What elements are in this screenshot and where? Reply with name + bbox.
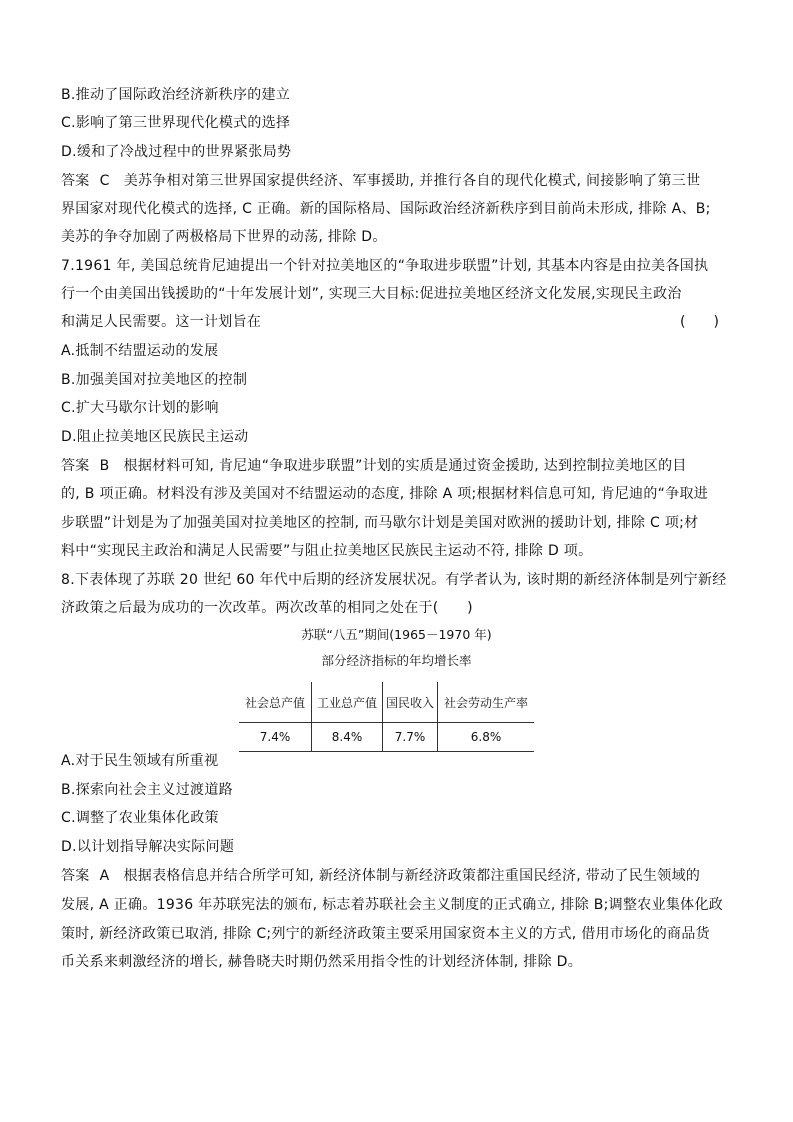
- table-header-cell: 国民收入: [383, 682, 438, 723]
- q8-option-c: C.调整了农业集体化政策: [61, 810, 219, 826]
- answer-letter: A: [99, 868, 110, 884]
- q8-stem-line-2: 济政策之后最为成功的一次改革。两次改革的相同之处在于( ): [61, 600, 473, 616]
- answer-letter: B: [99, 458, 110, 474]
- table-cell: 8.4%: [312, 723, 383, 752]
- q7-option-c: C.扩大马歇尔计划的影响: [61, 400, 219, 416]
- table-header-cell: 社会总产值: [239, 682, 312, 723]
- table-title: 苏联“八五”期间(1965－1970 年): [301, 627, 492, 642]
- q8-answer-line-3: 策时, 新经济政策已取消, 排除 C;列宁的新经济政策主要采用国家资本主义的方式, 借用市场化的商品货: [61, 926, 710, 942]
- prev-option-d: D.缓和了冷战过程中的世界紧张局势: [61, 144, 292, 160]
- table-subtitle: 部分经济指标的年均增长率: [321, 653, 472, 668]
- table-header-cell: 工业总产值: [312, 682, 383, 723]
- q7-option-a: A.抵制不结盟运动的发展: [61, 343, 219, 359]
- answer-label: 答案: [61, 868, 90, 884]
- q7-answer-line-3: 步联盟”计划是为了加强美国对拉美地区的控制, 而马歇尔计划是美国对欧洲的援助计划, 排除 C 项;材: [61, 515, 699, 531]
- q8-answer-line-2: 发展, A 正确。1936 年苏联宪法的颁布, 标志着苏联社会主义制度的正式确立, 排除 B;调整农业集体化政: [61, 897, 724, 913]
- q8-option-a: A.对于民生领域有所重视: [61, 753, 219, 769]
- table-cell: 6.8%: [438, 723, 535, 752]
- table-header-row: [239, 682, 534, 723]
- table-cell: 7.4%: [239, 723, 312, 752]
- answer-letter: C: [99, 173, 110, 189]
- table-row: [239, 723, 534, 752]
- growth-rate-table: [239, 682, 534, 752]
- q8-stem-line-1: 8.下表体现了苏联 20 世纪 60 年代中后期的经济发展状况。有学者认为, 该时期的新经济体制是列宁新经: [61, 572, 727, 588]
- prev-answer-line-1: [61, 171, 700, 191]
- q7-option-b: B.加强美国对拉美地区的控制: [61, 372, 248, 388]
- q8-answer-line-1: [61, 866, 700, 886]
- prev-option-c: C.影响了第三世界现代化模式的选择: [61, 115, 291, 131]
- q8-option-b: B.探索向社会主义过渡道路: [61, 782, 233, 798]
- answer-text: 美苏争相对第三世界国家提供经济、军事援助, 并推行各自的现代化模式, 间接影响了第三世: [123, 173, 701, 189]
- q7-stem-line-3: 和满足人民需要。这一计划旨在: [61, 314, 262, 330]
- answer-text: 根据表格信息并结合所学可知, 新经济体制与新经济政策都注重国民经济, 带动了民生领域的: [123, 868, 701, 884]
- answer-text: 根据材料可知, 肯尼迪“争取进步联盟”计划的实质是通过资金援助, 达到控制拉美地区的目: [123, 458, 687, 474]
- q7-option-d: D.阻止拉美地区民族民主运动: [61, 429, 249, 445]
- q7-answer-line-2: 的, B 项正确。材料没有涉及美国对不结盟运动的态度, 排除 A 项;根据材料信息可知, 肯尼迪的“争取进: [61, 486, 709, 502]
- prev-answer-line-3: 美苏的争夺加剧了两极格局下世界的动荡, 排除 D。: [61, 229, 387, 245]
- table-header-cell: 社会劳动生产率: [438, 682, 535, 723]
- q7-stem-line-2: 行一个由美国出钱援助的“十年发展计划”, 实现三大目标:促进拉美地区经济文化发展,实现民主政治: [61, 286, 682, 302]
- prev-option-b: B.推动了国际政治经济新秩序的建立: [61, 87, 291, 103]
- q8-answer-line-4: 币关系来刺激经济的增长, 赫鲁晓夫时期仍然采用指令性的计划经济体制, 排除 D。: [61, 954, 583, 970]
- answer-label: 答案: [61, 173, 90, 189]
- q7-stem-line-1: 7.1961 年, 美国总统肯尼迪提出一个针对拉美地区的“争取进步联盟”计划, 其基本内容是由拉美各国执: [61, 258, 709, 274]
- q7-answer-line-1: [61, 456, 687, 476]
- table-cell: 7.7%: [383, 723, 438, 752]
- q7-answer-line-4: 料中“实现民主政治和满足人民需要”与阻止拉美地区民族民主运动不符, 排除 D 项。: [61, 543, 593, 559]
- q8-option-d: D.以计划指导解决实际问题: [61, 839, 235, 855]
- prev-answer-line-2: 界国家对现代化模式的选择, C 正确。新的国际格局、国际政治经济新秩序到目前尚未形成, 排除 A、B;: [61, 201, 711, 217]
- q7-answer-blank: ( ): [680, 314, 719, 330]
- answer-label: 答案: [61, 458, 90, 474]
